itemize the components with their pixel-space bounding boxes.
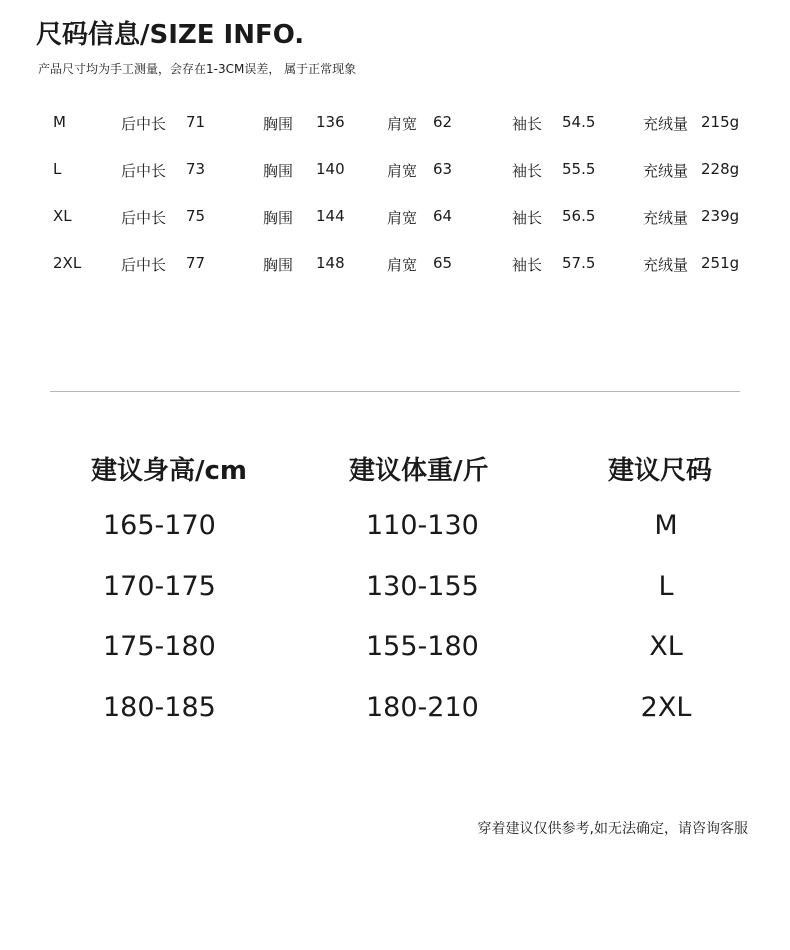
weight-header: 建议体重/斤 (349, 456, 489, 486)
chest-value: 140 (316, 160, 345, 178)
size-row (0, 245, 790, 292)
shoulder-value: 63 (433, 160, 453, 178)
fill-value: 228g (701, 160, 740, 178)
length-label: 后中长 (121, 256, 167, 274)
weight-value: 180-210 (366, 691, 479, 723)
fill-label: 充绒量 (643, 209, 689, 227)
height-value: 165-170 (103, 510, 216, 541)
size-value: L (658, 570, 674, 602)
recommendation-row (0, 571, 790, 632)
size-value: M (654, 510, 678, 541)
size-value: XL (649, 631, 683, 662)
size-row (0, 104, 790, 151)
length-value: 73 (186, 160, 206, 178)
size-table (0, 104, 790, 292)
chest-value: 144 (316, 207, 345, 225)
recommendation-table (0, 450, 790, 752)
shoulder-value: 64 (433, 207, 453, 225)
sleeve-value: 56.5 (562, 207, 596, 225)
shoulder-label: 肩宽 (387, 209, 418, 227)
shoulder-label: 肩宽 (387, 115, 418, 133)
sleeve-label: 袖长 (512, 115, 543, 133)
size-header: 建议尺码 (608, 456, 713, 486)
weight-value: 130-155 (366, 570, 479, 602)
fill-value: 239g (701, 207, 740, 225)
shoulder-label: 肩宽 (387, 256, 418, 274)
shoulder-value: 62 (433, 113, 453, 131)
footnote: 穿着建议仅供参考,如无法确定，请咨询客服 (477, 821, 748, 837)
height-value: 180-185 (103, 691, 216, 723)
size-label: M (53, 113, 66, 131)
sleeve-label: 袖长 (512, 162, 543, 180)
recommendation-header (0, 450, 790, 510)
sleeve-label: 袖长 (512, 256, 543, 274)
chest-label: 胸围 (263, 115, 294, 133)
length-value: 71 (186, 113, 206, 131)
size-label: 2XL (53, 254, 82, 272)
size-label: L (53, 160, 62, 178)
sleeve-value: 57.5 (562, 254, 596, 272)
recommendation-row (0, 692, 790, 753)
fill-value: 215g (701, 113, 740, 131)
chest-label: 胸围 (263, 256, 294, 274)
sleeve-label: 袖长 (512, 209, 543, 227)
length-value: 75 (186, 207, 206, 225)
weight-value: 110-130 (366, 510, 479, 541)
height-header: 建议身高/cm (91, 456, 248, 486)
length-value: 77 (186, 254, 206, 272)
fill-label: 充绒量 (643, 162, 689, 180)
fill-value: 251g (701, 254, 740, 272)
page-title: 尺码信息/SIZE INFO. (36, 20, 305, 50)
height-value: 175-180 (103, 631, 216, 662)
shoulder-value: 65 (433, 254, 453, 272)
chest-label: 胸围 (263, 209, 294, 227)
height-value: 170-175 (103, 570, 216, 602)
chest-value: 148 (316, 254, 345, 272)
shoulder-label: 肩宽 (387, 162, 418, 180)
chest-label: 胸围 (263, 162, 294, 180)
recommendation-row (0, 510, 790, 571)
weight-value: 155-180 (366, 631, 479, 662)
size-row (0, 198, 790, 245)
section-divider (50, 391, 740, 392)
measurement-note: 产品尺寸均为手工测量，会存在1-3CM误差， 属于正常现象 (38, 62, 357, 76)
recommendation-row (0, 631, 790, 692)
length-label: 后中长 (121, 162, 167, 180)
size-label: XL (53, 207, 72, 225)
length-label: 后中长 (121, 115, 167, 133)
size-value: 2XL (640, 691, 692, 723)
sleeve-value: 54.5 (562, 113, 596, 131)
fill-label: 充绒量 (643, 115, 689, 133)
size-row (0, 151, 790, 198)
fill-label: 充绒量 (643, 256, 689, 274)
sleeve-value: 55.5 (562, 160, 596, 178)
length-label: 后中长 (121, 209, 167, 227)
chest-value: 136 (316, 113, 345, 131)
